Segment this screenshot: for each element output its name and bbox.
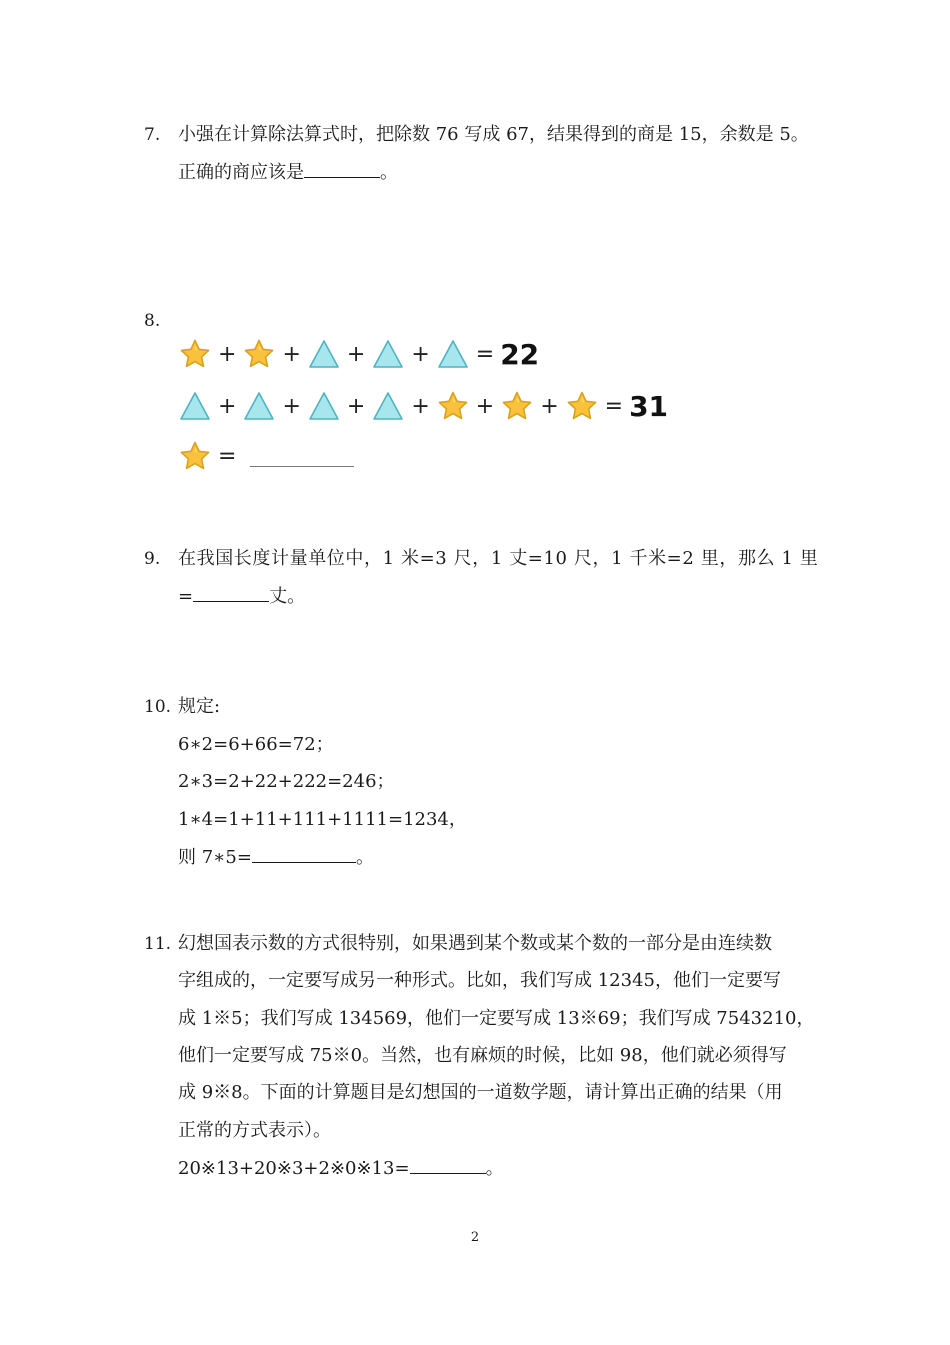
triangle-icon <box>437 338 469 370</box>
q7-line-1: 小强在计算除法算式时，把除数 76 写成 67，结果得到的商是 15，余数是 5。 <box>178 124 809 145</box>
q11-line-7-end: 。 <box>485 1158 504 1179</box>
q9-line-2-start: = <box>178 586 194 607</box>
star-icon <box>243 338 275 370</box>
star-icon <box>566 390 598 422</box>
q8-row-1-result: 22 <box>500 337 540 371</box>
q9-line-1: 在我国长度计量单位中，1 米=3 尺，1 丈=10 尺，1 千米=2 里，那么 1 里 <box>178 548 819 569</box>
plus-sign: + <box>346 341 366 367</box>
plus-sign: + <box>346 393 366 419</box>
star-icon <box>437 390 469 422</box>
plus-sign: + <box>282 341 301 367</box>
plus-sign: + <box>540 393 559 419</box>
q8-equation-row-2 <box>176 386 668 426</box>
q11-line-6: 正常的方式表示）。 <box>178 1120 331 1141</box>
q7-line-2-text: 正确的商应该是 <box>178 162 304 183</box>
q10-line-5-end: 。 <box>355 847 374 868</box>
triangle-icon <box>372 390 404 422</box>
plus-sign: + <box>218 341 237 367</box>
q9-line-2-end: 丈。 <box>269 586 306 607</box>
plus-sign: + <box>218 393 237 419</box>
star-icon <box>179 338 211 370</box>
q11-line-4: 他们一定要写成 75※0。当然，也有麻烦的时候，比如 98，他们就必须得写 <box>178 1045 787 1066</box>
q8-answer-blank[interactable] <box>250 446 354 467</box>
q7-answer-blank[interactable] <box>304 161 380 178</box>
equals-sign: = <box>604 393 624 419</box>
q8-equation-row-1 <box>176 334 539 374</box>
q7-line-2-end: 。 <box>380 162 398 183</box>
q10-line-3: 2∗3=2+22+222=246； <box>178 771 395 792</box>
q11-line-1: 幻想国表示数的方式很特别，如果遇到某个数或某个数的一部分是由连续数 <box>178 933 772 954</box>
q10-line-5-text: 则 7∗5= <box>178 847 252 868</box>
q11-answer-blank[interactable] <box>410 1157 486 1174</box>
triangle-icon <box>243 390 275 422</box>
q11-line-5: 成 9※8。下面的计算题目是幻想国的一道数学题，请计算出正确的结果（用 <box>178 1082 783 1103</box>
q9-line-2 <box>178 585 305 608</box>
q11-line-7 <box>178 1157 504 1180</box>
plus-sign: + <box>411 393 430 419</box>
q7-line-2 <box>178 161 398 184</box>
q10-line-1: 规定: <box>178 696 221 717</box>
q11-line-3: 成 1※5；我们写成 134569，他们一定要写成 13※69；我们写成 7543210， <box>178 1008 815 1029</box>
star-icon <box>179 440 211 472</box>
q9-answer-blank[interactable] <box>193 585 269 602</box>
q8-answer-row <box>176 436 354 476</box>
q10-line-5 <box>178 846 374 869</box>
triangle-icon <box>308 338 340 370</box>
q11-number: 11. <box>144 934 172 954</box>
plus-sign: + <box>475 393 495 419</box>
q11-line-2: 字组成的，一定要写成另一种形式。比如，我们写成 12345，他们一定要写 <box>178 970 781 991</box>
triangle-icon <box>308 390 340 422</box>
q10-number: 10. <box>144 697 172 717</box>
q10-line-4: 1∗4=1+11+111+1111=1234， <box>178 809 467 830</box>
plus-sign: + <box>282 393 301 419</box>
q10-answer-blank[interactable] <box>252 846 356 863</box>
equals-sign: = <box>475 341 495 367</box>
q8-row-2-result: 31 <box>629 389 669 423</box>
q11-line-7-text: 20※13+20※3+2※0※13= <box>178 1158 410 1179</box>
q10-line-2: 6∗2=6+66=72； <box>178 734 334 755</box>
plus-sign: + <box>411 341 430 367</box>
q8-number: 8. <box>144 311 161 331</box>
triangle-icon <box>372 338 404 370</box>
equals-sign: = <box>218 443 237 469</box>
page-number: 2 <box>470 1230 480 1245</box>
q7-number: 7. <box>144 125 161 145</box>
q9-number: 9. <box>144 549 161 569</box>
star-icon <box>501 390 533 422</box>
triangle-icon <box>179 390 211 422</box>
